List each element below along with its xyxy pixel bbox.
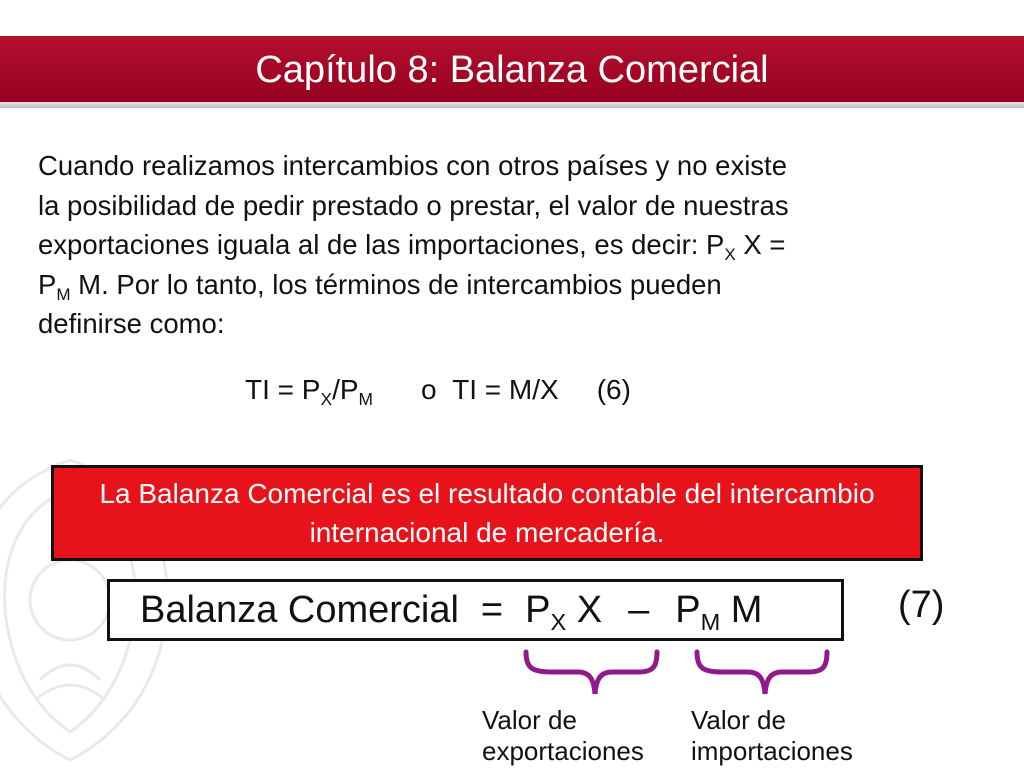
para-line-4a: P	[38, 268, 57, 300]
exports-label-line-1: Valor de	[482, 705, 577, 735]
imports-label-line-1: Valor de	[691, 705, 786, 735]
eq6-number: (6)	[596, 374, 631, 405]
imports-label	[691, 705, 853, 767]
exports-brace	[526, 652, 657, 694]
formula-sub-x: X	[550, 609, 567, 636]
formula-minus: –	[628, 589, 650, 631]
exports-label	[482, 705, 644, 767]
para-line-3b: X =	[735, 229, 786, 260]
formula-sub-m: M	[700, 609, 721, 636]
para-line-4b: M. Por lo tanto, los términos de intercambios pueden	[70, 268, 722, 300]
eq6-sub-m: M	[358, 389, 373, 410]
eq6-part-1: TI = P	[245, 374, 321, 405]
formula-m: M	[720, 589, 763, 631]
para-line-1: Cuando realizamos intercambios con otros países y no existe	[38, 150, 787, 181]
para-line-5: definirse como:	[38, 308, 225, 339]
formula-equals: =	[480, 589, 504, 631]
exports-label-line-2: exportaciones	[482, 736, 644, 766]
eq6-part-2: /P	[332, 374, 359, 405]
para-line-2: la posibilidad de pedir prestado o prestar, el valor de nuestras	[38, 189, 789, 221]
formula-x: X	[566, 589, 603, 631]
slide-title: Capítulo 8: Balanza Comercial	[255, 49, 769, 91]
imports-label-line-2: importaciones	[691, 736, 853, 766]
subscript-x: X	[724, 244, 736, 264]
equation-7-number: (7)	[898, 584, 945, 626]
definition-text: La Balanza Comercial es el resultado contable del intercambio internacional de mercadería.	[99, 478, 875, 548]
imports-brace	[697, 652, 827, 694]
subscript-m: M	[56, 284, 71, 304]
para-line-3a: exportaciones iguala al de las importaciones, es decir: P	[38, 229, 725, 260]
eq6-sub-x: X	[320, 389, 333, 410]
eq6-connector: o	[421, 374, 437, 405]
formula-px: P	[525, 589, 551, 631]
formula-lhs: Balanza Comercial	[140, 589, 459, 631]
formula-pm: P	[675, 589, 701, 631]
eq6-part-3: TI = M/X	[452, 374, 559, 405]
